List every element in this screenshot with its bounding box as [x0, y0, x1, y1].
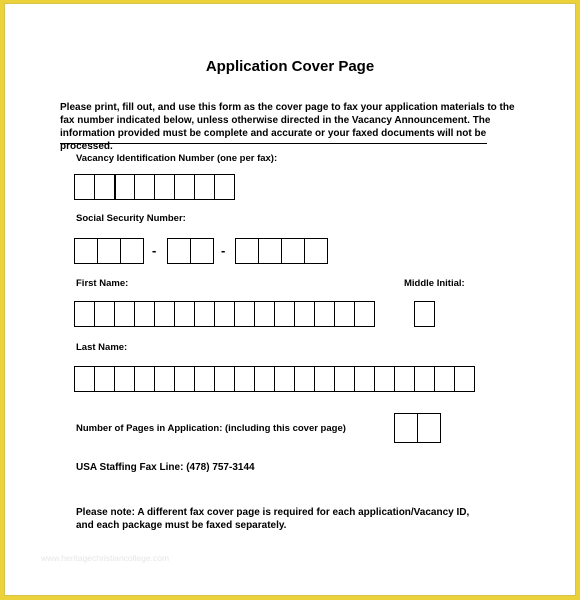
ssn-group-2[interactable] [167, 238, 214, 264]
intro-paragraph: Please print, fill out, and use this form as the cover page to fax your application materials to the fax number indicated below, unless otherwise directed in the Vacancy Announcement. The information provided must be complete and accurate or your faxed documents will not be processed. [60, 102, 515, 152]
last-name-box[interactable] [454, 366, 475, 392]
last-name-box[interactable] [394, 366, 415, 392]
first-name-box[interactable] [94, 301, 115, 327]
watermark: www.heritagechristiancollege.com [41, 553, 170, 563]
ssn-group-1[interactable] [74, 238, 144, 264]
last-name-box[interactable] [94, 366, 115, 392]
vacancy-id-box[interactable] [154, 174, 175, 200]
pages-label: Number of Pages in Application: (including this cover page) [76, 423, 346, 434]
first-name-box[interactable] [214, 301, 235, 327]
ssn-label: Social Security Number: [76, 213, 186, 224]
document-page [4, 3, 576, 596]
ssn-box[interactable] [281, 238, 305, 264]
last-name-box[interactable] [254, 366, 275, 392]
middle-initial-label: Middle Initial: [404, 278, 465, 289]
last-name-box[interactable] [234, 366, 255, 392]
vacancy-id-box[interactable] [74, 174, 95, 200]
last-name-box[interactable] [274, 366, 295, 392]
pages-boxes[interactable] [394, 413, 441, 443]
last-name-box[interactable] [294, 366, 315, 392]
middle-initial-boxes[interactable] [414, 301, 435, 327]
first-name-box[interactable] [354, 301, 375, 327]
first-name-box[interactable] [134, 301, 155, 327]
first-name-label: First Name: [76, 278, 129, 289]
last-name-box[interactable] [354, 366, 375, 392]
pages-box[interactable] [417, 413, 441, 443]
vacancy-id-box[interactable] [134, 174, 155, 200]
first-name-box[interactable] [234, 301, 255, 327]
ssn-separator: - [221, 243, 226, 258]
last-name-box[interactable] [434, 366, 455, 392]
ssn-box[interactable] [97, 238, 121, 264]
vacancy-id-box[interactable] [94, 174, 115, 200]
last-name-boxes[interactable] [74, 366, 475, 392]
ssn-box[interactable] [120, 238, 144, 264]
first-name-box[interactable] [154, 301, 175, 327]
ssn-box[interactable] [304, 238, 328, 264]
last-name-box[interactable] [214, 366, 235, 392]
first-name-box[interactable] [114, 301, 135, 327]
fax-line: USA Staffing Fax Line: (478) 757-3144 [76, 462, 255, 473]
last-name-box[interactable] [374, 366, 395, 392]
ssn-separator: - [152, 243, 157, 258]
first-name-box[interactable] [194, 301, 215, 327]
last-name-box[interactable] [414, 366, 435, 392]
vacancy-id-box[interactable] [114, 174, 135, 200]
middle-initial-box[interactable] [414, 301, 435, 327]
divider-line [60, 143, 487, 144]
note-paragraph: Please note: A different fax cover page is required for each application/Vacancy ID, and each package must be faxed separately. [76, 507, 470, 531]
first-name-box[interactable] [314, 301, 335, 327]
first-name-boxes[interactable] [74, 301, 375, 327]
ssn-box[interactable] [235, 238, 259, 264]
ssn-box[interactable] [190, 238, 214, 264]
vacancy-id-box[interactable] [174, 174, 195, 200]
last-name-label: Last Name: [76, 342, 128, 353]
vacancy-id-box[interactable] [194, 174, 215, 200]
vacancy-id-box[interactable] [214, 174, 235, 200]
first-name-box[interactable] [174, 301, 195, 327]
first-name-box[interactable] [254, 301, 275, 327]
last-name-box[interactable] [334, 366, 355, 392]
vacancy-id-boxes[interactable] [74, 174, 235, 200]
last-name-box[interactable] [194, 366, 215, 392]
vacancy-id-label: Vacancy Identification Number (one per fax): [76, 153, 278, 164]
first-name-box[interactable] [274, 301, 295, 327]
pages-box[interactable] [394, 413, 418, 443]
last-name-box[interactable] [154, 366, 175, 392]
last-name-box[interactable] [314, 366, 335, 392]
ssn-box[interactable] [258, 238, 282, 264]
last-name-box[interactable] [134, 366, 155, 392]
last-name-box[interactable] [174, 366, 195, 392]
first-name-box[interactable] [294, 301, 315, 327]
last-name-box[interactable] [114, 366, 135, 392]
ssn-group-3[interactable] [235, 238, 328, 264]
page-title: Application Cover Page [205, 58, 375, 75]
ssn-box[interactable] [167, 238, 191, 264]
last-name-box[interactable] [74, 366, 95, 392]
ssn-box[interactable] [74, 238, 98, 264]
first-name-box[interactable] [74, 301, 95, 327]
first-name-box[interactable] [334, 301, 355, 327]
